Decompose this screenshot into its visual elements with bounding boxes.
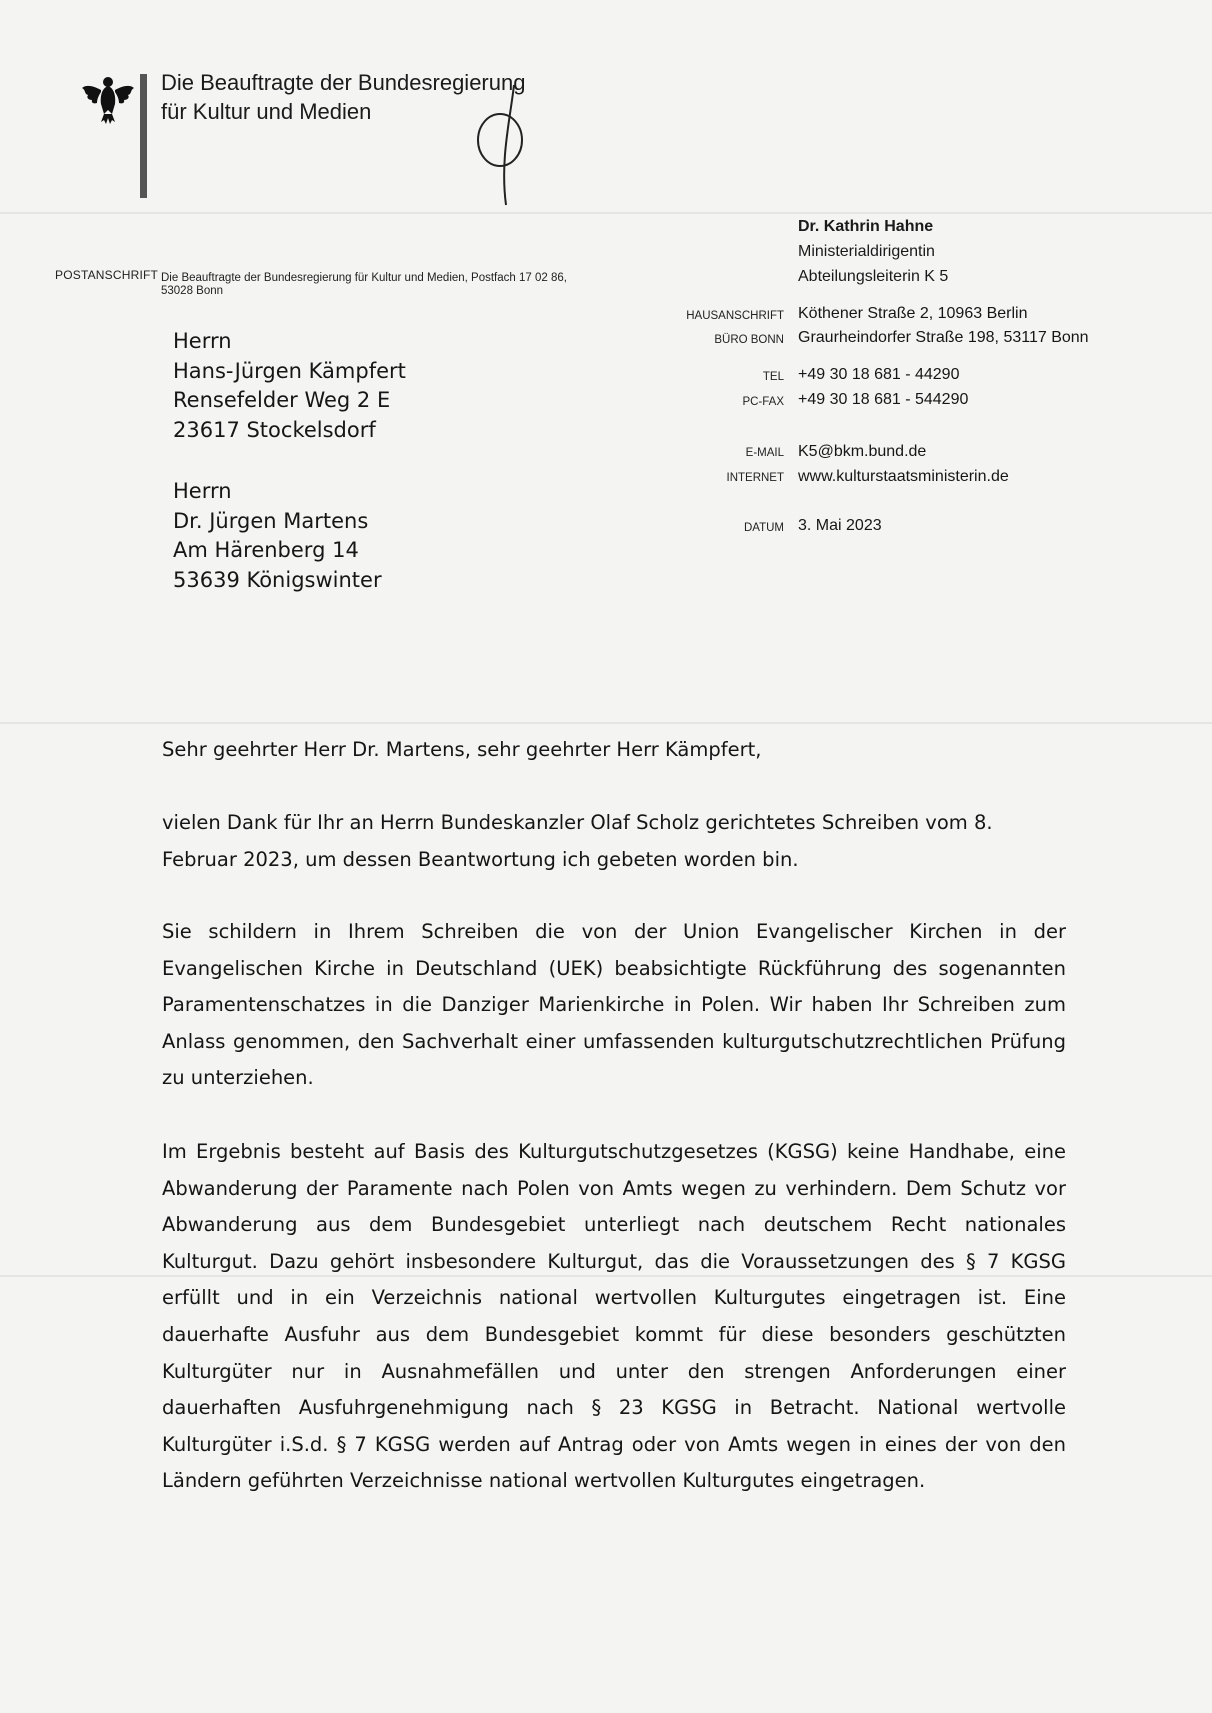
recipient-street: Am Härenberg 14 (173, 538, 359, 562)
recipient-name: Dr. Jürgen Martens (173, 508, 369, 533)
letter-salutation: Sehr geehrter Herr Dr. Martens, sehr geehrter Herr Kämpfert, (162, 738, 762, 761)
paper-fold (0, 722, 1212, 724)
field-value: +49 30 18 681 - 544290 (798, 391, 969, 408)
field-label: BÜRO BONN (714, 334, 784, 346)
letterhead-line: Die Beauftragte der Bundesregierung (161, 70, 526, 95)
body-paragraph: Im Ergebnis besteht auf Basis des Kulturgutschutzgesetzes (KGSG) keine Handhabe, eine Abwanderung der Paramente nach Polen von Amts wegen zu verhindern. Dem Schutz vor Abwanderung aus dem Bundesgebiet unterliegt nach deutschem Recht nationales Kulturgut. Dazu gehört insbesondere Kulturgut, das die Voraussetzungen des § 7 KGSG erfüllt und in ein Verzeichnis national wertvollen Kulturgutes eingetragen ist. Eine dauerhafte Ausfuhr aus dem Bundesgebiet kommt für diese besonders geschützten Kulturgüter nur in Ausnahmefällen und unter den strengen Anforderungen einer dauerhaften Ausfuhrgenehmigung nach § 23 KGSG in Betracht. National wertvolle Kulturgüter i.S.d. § 7 KGSG werden auf Antrag oder von Amts wegen in eines der von den Ländern geführten Verzeichnisse national wertvollen Kulturgutes eingetragen. (162, 1140, 1066, 1493)
postal-address: Die Beauftragte der Bundesregierung für Kultur und Medien, Postfach 17 02 86, 53028 Bonn (161, 272, 567, 297)
recipient-address (173, 327, 406, 445)
body-paragraph: Sie schildern in Ihrem Schreiben die von der Union Evangelischer Kirchen in der Evangelischen Kirche in Deutschland (UEK) beabsichtigte Rückführung des sogenannten Paramentenschatzes in die Danziger Marienkirche in Polen. Wir haben Ihr Schreiben zum Anlass genommen, den Sachverhalt einer umfassenden kulturgutschutzrechtlichen Prüfung zu unterziehen. (162, 920, 1066, 1090)
field-value: +49 30 18 681 - 44290 (798, 366, 960, 383)
recipient-city: 53639 Königswinter (173, 567, 382, 592)
recipient-name: Hans-Jürgen Kämpfert (173, 358, 406, 383)
date-value: 3. Mai 2023 (798, 517, 882, 534)
field-label: HAUSANSCHRIFT (686, 310, 784, 322)
field-label: DATUM (743, 522, 784, 534)
field-value: Köthener Straße 2, 10963 Berlin (798, 305, 1028, 322)
paper-fold (0, 212, 1212, 214)
recipient-salutation: Herrn (173, 329, 232, 353)
website-value: www.kulturstaatsministerin.de (798, 468, 1009, 485)
sender-department: Abteilungsleiterin K 5 (798, 268, 949, 285)
field-label: E-MAIL (745, 447, 784, 459)
letterhead-divider (140, 74, 147, 198)
recipient-city: 23617 Stockelsdorf (173, 417, 376, 442)
postal-label: POSTANSCHRIFT (55, 268, 159, 282)
field-value: Graurheindorfer Straße 198, 53117 Bonn (798, 329, 1089, 346)
recipient-street: Rensefelder Weg 2 E (173, 388, 391, 412)
letterhead-line: für Kultur und Medien (161, 99, 372, 124)
field-label: TEL (762, 371, 784, 383)
recipient-salutation: Herrn (173, 479, 232, 503)
field-label: INTERNET (726, 472, 784, 484)
recipient-address (173, 477, 382, 595)
body-paragraph: vielen Dank für Ihr an Herrn Bundeskanzler Olaf Scholz gerichtetes Schreiben vom 8. Februar 2023, um dessen Beantwortung ich gebeten worden bin. (162, 811, 993, 871)
sender-name: Dr. Kathrin Hahne (798, 218, 934, 235)
field-label: PC-FAX (742, 396, 784, 408)
sender-title: Ministerialdirigentin (798, 243, 935, 260)
federal-eagle-icon (80, 70, 136, 126)
handwritten-mark (470, 80, 530, 210)
email-value: K5@bkm.bund.de (798, 443, 927, 460)
